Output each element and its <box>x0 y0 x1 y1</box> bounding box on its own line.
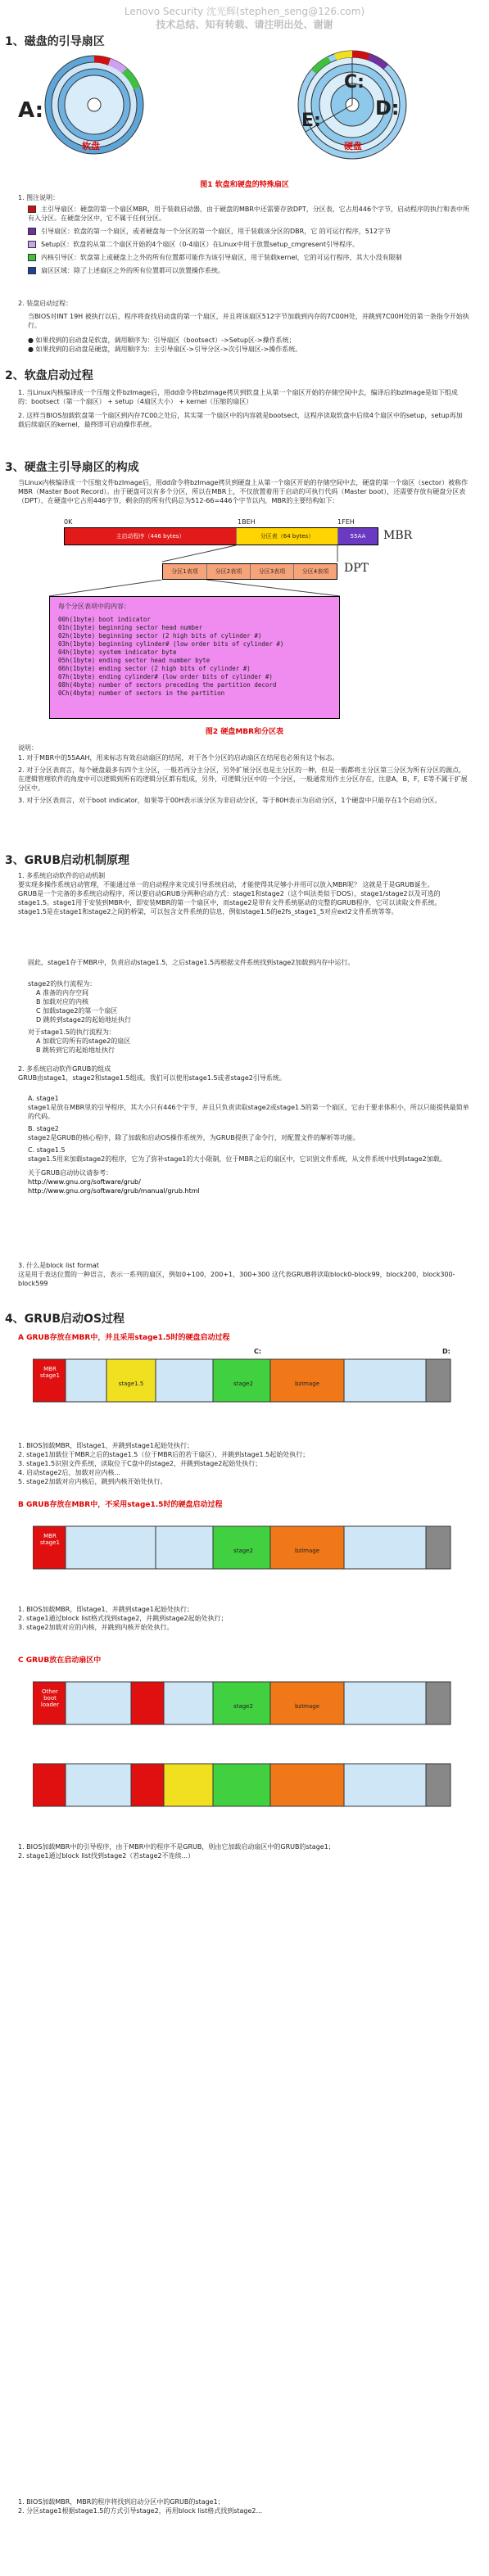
case-C-other-label: Other boot loader <box>40 1688 60 1708</box>
case-A-c-label: C: <box>254 1348 262 1355</box>
urls-intro: 关于GRUB启动协议请参考： <box>28 1169 113 1177</box>
offset-1fe: 1FEH <box>337 518 355 526</box>
section-2-items <box>18 388 469 429</box>
header-note: 技术总结、知有转载、请注明出处、谢谢 <box>156 19 333 30</box>
case-A-mbr-label: MBR stage1 <box>40 1366 60 1379</box>
legend-swatch <box>28 228 36 235</box>
figure-2-caption: 图2 硬盘MBR和分区表 <box>205 728 284 736</box>
legend-text: 扇区区域：除了上述扇区之外的所有位置都可以放置操作系统。 <box>41 267 224 274</box>
entry-line: 07h(1byte) ending cylinder# (low order bits of cylinder #) <box>58 673 273 680</box>
section-3-intro: 当Linux内核编译成一个压缩文件bzImage后，用dd命令将bzImage拷贝到硬盘上从第一个扇区开始的存储空间中去，硬盘的第一个扇区（sector）被称作 MBR（Master Boot Record）。由于硬盘可以有多个分区，所以在MBR上，不仅放置着用于启动的可执行代码（Master boot），还需要存放有硬盘分区表（DPT），在硬盘中它占用446字节，剩余的的所有代码总为512-66=446个字节以内，MBR的主要结构如下： <box>18 479 469 504</box>
dpt-entry-connector <box>49 580 344 598</box>
legend-swatch <box>28 206 36 213</box>
component-title: C. stage1.5 <box>28 1146 66 1154</box>
component-text: stage1是放在MBR里的引导程序，其大小只有446个字节，并且只负责读取stage2或stage1.5的第一个扇区，它由于要求体积小，所以只能提供最简单的代码。 <box>28 1104 469 1120</box>
case-A-kernel-label: bzImage <box>294 1381 320 1387</box>
case-C-s2-label: stage2 <box>233 1703 253 1710</box>
label-floppy: 软盘 <box>82 141 100 151</box>
dpt-entry-detail <box>49 596 340 719</box>
legend-text: 主引导扇区：硬盘的第一个扇区MBR，用于装载启动器，由于硬盘的MBR中还需要存放DPT，分区表，它占用446个字节，启动程序的执行和表中所有入分区。在硬盘分区中，它不属于任何分区。 <box>28 206 470 222</box>
entry-lines <box>58 616 331 698</box>
case-B-mbr-label: MBR stage1 <box>40 1533 60 1546</box>
case-C-steps <box>18 1842 469 1860</box>
dpt-entry: 分区4表项 <box>294 564 337 579</box>
case-C-diagram <box>33 1665 475 1829</box>
label-D: D: <box>375 97 400 120</box>
case-step: 3. stage1.5识别文件系统，读取位于C盘中的stage2，并跳到stage2起始处执行； <box>18 1460 262 1467</box>
step: B 跳转到它的起始地址执行 <box>36 1046 115 1054</box>
legend-text: 引导扇区：软盘的第一个扇区，或者硬盘每一个分区的第一个扇区，用于装载该分区的DBR，它 的可运行程序，512字节 <box>41 228 392 235</box>
case-step: 1. BIOS加载MBR中的引导程序，由于MBR中的程序不是GRUB，则由它加载启动扇区中的GRUB的stage1； <box>18 1843 335 1851</box>
step: D 跳转到stage2的起始地址执行 <box>36 1016 131 1024</box>
case-step: 4. 启动stage2后，加载对应内核... <box>18 1469 121 1476</box>
entry-line: 0Ch(4byte) number of sectors in the partition <box>58 689 225 697</box>
label-A: A: <box>18 98 44 123</box>
case-step: 5. stage2加载对应内核后，跳到内核开始处执行。 <box>18 1478 167 1485</box>
section-2-title: 2、软盘启动过程 <box>5 369 93 382</box>
component-title: A. stage1 <box>28 1095 59 1102</box>
step: B 加载对应的内核 <box>36 998 89 1006</box>
legend-swatch <box>28 267 36 274</box>
section-3-title: 3、硬盘主引导扇区的构成 <box>5 461 139 474</box>
entry-line: 03h(1byte) beginning cylinder# (low order bits of cylinder #) <box>58 640 284 648</box>
legend-item <box>28 205 470 223</box>
case-A-title: A GRUB存放在MBR中，并且采用stage1.5时的硬盘启动过程 <box>18 1334 230 1342</box>
step: A 加载它的所有的stage2的扇区 <box>36 1037 131 1045</box>
section-5-title: 4、GRUB启动OS过程 <box>5 1313 125 1326</box>
legend-item <box>28 253 470 262</box>
section-2-item: 1. 当Linux内核编译成一个压缩文件bzImage后，用dd命令将bzImage拷贝到软盘上从第一个扇区开始的存储空间中去，编译后的bzImage是如下组成的：bootsect（第一个扇区） + setup（4扇区大小） + kernel（压缩的扇区） <box>18 389 458 405</box>
case-step: 2. stage1通过block list找到stage2（若stage2不连续...） <box>18 1852 195 1860</box>
case-B-s2-label: stage2 <box>233 1548 253 1554</box>
note: 2. 对于分区表而言，每个硬盘最多有四个主分区，一般若再分主分区，另外扩展分区也是主分区的一种，但是一般都将主分区第三分区为所有分区的源点，在逻辑管理软件的角度中可以逻辑到所有的逻辑分区都有组成，另外，可逻辑分区中的一个分区，一般通常用作主分区存在，注意A，B，F，E等不属于扩展分区中。 <box>18 766 468 792</box>
boot-item: ● 如果找到的启动盘是软盘，调用顺序为：引导扇区（bootsect）->Setup区->操作系统； <box>28 337 296 344</box>
mbr-dpt-connector <box>64 545 392 563</box>
entry-line: 04h(1byte) system indicator byte <box>58 649 177 656</box>
case-C-kernel-label: bzImage <box>294 1703 320 1710</box>
case-B-title: B GRUB存放在MBR中，不采用stage1.5时的硬盘启动过程 <box>18 1501 223 1509</box>
case-B-steps <box>18 1605 469 1632</box>
entry-line: 02h(1byte) beginning sector (2 high bits of cylinder #) <box>58 632 262 639</box>
component-text: stage2是GRUB的核心程序，除了加载和启动OS操作系统外，为GRUB提供了命令行，对配置文件的解析等功能。 <box>28 1134 360 1141</box>
legend-swatch <box>28 241 36 248</box>
header <box>0 0 489 31</box>
grub-steps <box>28 979 470 1055</box>
boot-text: 当BIOS对INT 19H 被执行以后，程序将查找启动盘的第一个扇区，并且将该扇区512字节加载到内存的7C00H处，并跳到7C00H处的第一条指令开始执行。 <box>28 313 469 329</box>
step: A 准备的内存空间 <box>36 989 89 997</box>
figure-1-caption: 图1 软盘和硬盘的特殊扇区 <box>200 181 289 189</box>
case-A-s15-label: stage1.5 <box>118 1381 144 1387</box>
component-title: B. stage2 <box>28 1125 59 1132</box>
offset-0: 0K <box>64 518 73 526</box>
label-E: E: <box>301 111 321 131</box>
entry-line: 00h(1byte) boot indicator <box>58 616 151 623</box>
legend-text: Setup区：软盘的从第二个扇区开始的4个扇区（0-4扇区）在Linux中用于放置setup_cmgresent引导程序。 <box>41 241 359 248</box>
entry-line: 01h(1byte) beginning sector head number <box>58 624 203 631</box>
step: C 加载stage2的第一个扇区 <box>36 1007 118 1015</box>
notes-title: 说明： <box>18 744 38 752</box>
legend-text: 内核引导区：软盘第上或硬盘上之外的所有位置都可能作为该引导扇区，用于装载kernel，它的可运行程序，其大小没有限制 <box>41 254 402 261</box>
entry-line: 08h(4byte) number of sectors preceding the partition decord <box>58 681 277 689</box>
footer-text: 1. BIOS加载MBR，MBR的程序将找到启动分区中的GRUB的stage1； 2. 分区stage1根据stage1.5的方式引导stage2，再用block list格式找到stage2... <box>18 2498 263 2515</box>
entry-title: 每个分区表项中的内容： <box>58 603 130 610</box>
boot-item: ● 如果找到的启动盘是硬盘，调用顺序为：主引导扇区->引导分区->次引导扇区->操作系统。 <box>28 346 302 353</box>
section-1-title: 1、磁盘的引导扇区 <box>5 35 105 48</box>
dpt-entry: 分区3表项 <box>251 564 294 579</box>
mbr-label: MBR <box>383 529 413 542</box>
label-C: C: <box>344 72 364 93</box>
case-C-title: C GRUB放在启动扇区中 <box>18 1656 102 1665</box>
dpt-label: DPT <box>344 562 369 575</box>
legend-item <box>28 227 470 236</box>
block-list-format: 3. 什么是block list format 这是用于表达位置的一种语言，表示一系列的扇区，例如0+100，200+1，300+300 这代表GRUB将读取block0-block99，block200，block300-block599 <box>18 1262 455 1287</box>
grub-para3: 2. 多系统启动软件GRUB的组成 GRUB由stage1，stage2和stage1.5组成。我们可以使用stage1.5或者stage2引导系统。 <box>18 1065 286 1082</box>
note: 3. 对于分区表而言，对于boot indicator，如果等于00H表示该分区为非启动分区，等于80H表示为启动分区，1个硬盘中只能存在1个启动分区。 <box>18 797 441 804</box>
note: 1. 对于MBR中的55AAH，用来标志有效启动扇区的结尾，对于各个分区的启动扇区在结尾也必须有这个标志。 <box>18 754 339 762</box>
url-link[interactable]: http://www.gnu.org/software/grub/manual/grub.html <box>28 1187 200 1195</box>
mbr-partition-table: 分区表（64 bytes） <box>237 528 338 545</box>
grub-components <box>28 1094 470 1195</box>
component-text: stage1.5用来加载stage2的程序，它为了弥补stage1的大小限制，位于MBR之后的扇区中，它识别文件系统，从文件系统中找到stage2加载。 <box>28 1155 446 1163</box>
section-4-title: 3、GRUB启动机制原理 <box>5 854 130 867</box>
legend-intro: 1. 图注说明： <box>18 194 60 201</box>
mbr-signature: 55AA <box>338 528 378 545</box>
dpt-entry: 分区2表项 <box>207 564 251 579</box>
case-step: 2. stage1加载位于MBR之后的stage1.5（位于MBR后的若干扇区），并跳到stage1.5起始处执行； <box>18 1451 310 1458</box>
dpt-entry: 分区1表项 <box>163 564 207 579</box>
steps2-title: 对于stage1.5的执行流程为： <box>28 1028 115 1036</box>
offset-1be: 1BEH <box>238 518 256 526</box>
steps-title: stage2的执行流程为： <box>28 980 97 987</box>
case-step: 3. stage2加载对应的内核，并跳到内核开始处执行。 <box>18 1624 174 1631</box>
case-A-diagram <box>33 1343 475 1433</box>
legend-list <box>28 205 470 279</box>
case-B-kernel-label: bzImage <box>294 1548 320 1554</box>
header-author: Lenovo Security 沈光辉(stephen_seng@126.com) <box>124 6 365 17</box>
case-A-steps <box>18 1441 469 1486</box>
mbr-bar <box>64 527 378 545</box>
entry-line: 06h(1byte) ending sector (2 high bits of cylinder #) <box>58 665 251 672</box>
dpt-bar <box>162 563 337 580</box>
grub-para2: 固此，stage1存于MBR中，负责启动stage1.5，之后stage1.5再根据文件系统找到stage2加载到内存中运行。 <box>28 959 355 966</box>
mbr-bootcode: 主启动程序（446 bytes） <box>65 528 237 545</box>
case-step: 1. BIOS加载MBR，即stage1，并跳到stage1起始处执行； <box>18 1606 193 1613</box>
entry-line: 05h(1byte) ending sector head number byte <box>58 657 211 664</box>
section-2-item: 2. 这样当BIOS加载软盘第一个扇区到内存7C00之处后，其实第一个扇区中的内容就是bootsect，这程序读取软盘中后续4个扇区中的setup，setup再加载后续扇区的kernel，最终即可启动操作系统。 <box>18 412 463 428</box>
case-step: 2. stage1通过block list格式找到stage2，并跳到stage2起始处执行； <box>18 1615 228 1622</box>
boot-items <box>28 336 470 354</box>
legend-item <box>28 266 470 275</box>
legend-swatch <box>28 254 36 261</box>
url-link[interactable]: http://www.gnu.org/software/grub/ <box>28 1178 141 1186</box>
case-A-s2-label: stage2 <box>233 1381 253 1387</box>
case-step: 1. BIOS加载MBR，即stage1，并跳到stage1起始处执行； <box>18 1442 193 1449</box>
legend-item <box>28 240 470 249</box>
notes <box>18 753 469 805</box>
case-A-d-label: D: <box>442 1348 451 1355</box>
grub-para1: 1. 多系统启动软件的启动机制 要实现多操作系统启动管理，不能通过单一的启动程序来完成引导系统启动，才能使得其足够小并用可以放入MBR呢？ 这就是于是GRUB诞生。 GRUB是一个完备的多系统启动程序，所以要启动GRUB分两种启动方式：stage1和stage2（这个叫法类似于DOS），stage1/stage2以及可选的stage1.5。stage1用于安装到MBR中，即安装MBR的第一个扇区中，而stage2是带有文件系统驱动的完整的GRUB程序，它可以读取文件系统。stage1.5是在stage1和stage2之间的桥梁，可以包含文件系统的信息，例如stage1.5的e2fs_stage1_5对应ext2文件系统等等。 <box>18 872 441 915</box>
boot-intro: 2. 装盘启动过程： <box>18 300 73 307</box>
label-hard: 硬盘 <box>344 141 362 151</box>
